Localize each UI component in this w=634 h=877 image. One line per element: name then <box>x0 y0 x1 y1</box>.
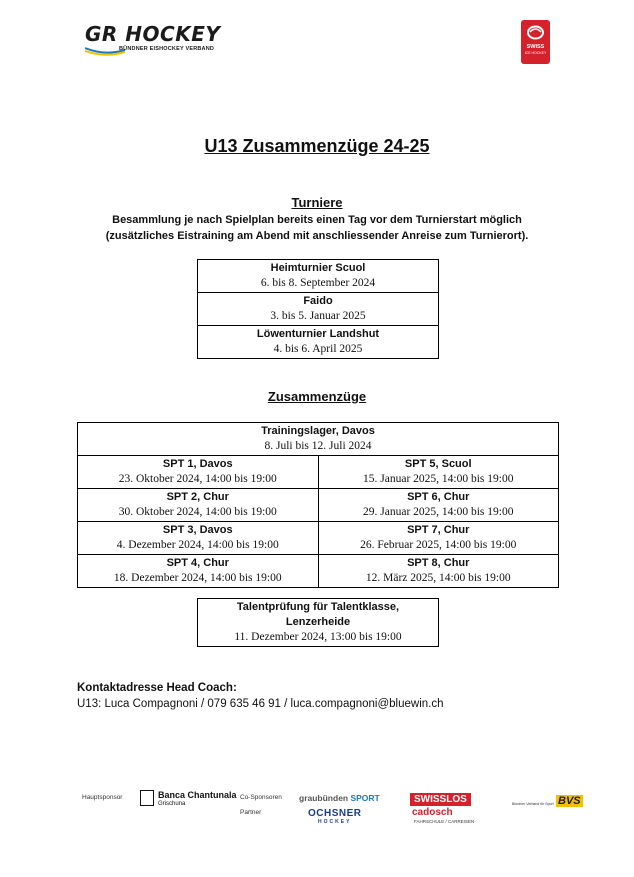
table-cell <box>198 293 439 326</box>
ochsner-hockey-logo <box>308 808 362 825</box>
table-row <box>78 456 559 489</box>
spt-date: 18. Dezember 2024, 14:00 bis 19:00 <box>113 572 282 584</box>
swiss-logo-line1: SWISS <box>526 44 545 50</box>
turniere-table <box>197 259 439 359</box>
bvs-logo <box>512 795 580 813</box>
gr-hockey-logo-text: GR HOCKEY <box>85 22 221 46</box>
table-row <box>78 423 559 456</box>
turniere-info-line1: Besammlung je nach Spielplan bereits einen Tag vor dem Turnierstart möglich <box>112 214 522 226</box>
table-row <box>198 326 439 359</box>
table-row <box>198 599 439 647</box>
camp-name: Trainingslager, Davos <box>261 425 375 437</box>
table-cell <box>318 522 559 555</box>
camp-date: 8. Juli bis 12. Juli 2024 <box>264 440 372 452</box>
swiss-logo-line2: ICE HOCKEY <box>524 51 547 55</box>
spt-date: 15. Januar 2025, 14:00 bis 19:00 <box>363 473 514 485</box>
table-row <box>78 522 559 555</box>
spt-name: SPT 4, Chur <box>166 557 229 569</box>
table-cell <box>198 260 439 293</box>
contact-value[interactable]: U13: Luca Compagnoni / 079 635 46 91 / luca.compagnoni@bluewin.ch <box>77 698 444 710</box>
spt-date: 29. Januar 2025, 14:00 bis 19:00 <box>363 506 514 518</box>
table-cell <box>318 489 559 522</box>
tournament-date: 6. bis 8. September 2024 <box>260 277 376 289</box>
cadosch-logo: cadosch <box>412 807 453 818</box>
table-cell <box>198 599 439 647</box>
tournament-date: 4. bis 6. April 2025 <box>273 343 363 355</box>
spt-name: SPT 2, Chur <box>166 491 229 503</box>
hauptsponsor-name: Banca Chantunala <box>158 790 237 800</box>
page-title: U13 Zusammenzüge 24-25 <box>204 136 430 156</box>
cadosch-sub: FAHRSCHULE / CARREISEN <box>414 819 475 824</box>
talent-date: 11. Dezember 2024, 13:00 bis 19:00 <box>234 631 402 643</box>
table-cell <box>78 423 559 456</box>
graubuenden-text: graubünden <box>299 793 349 803</box>
spt-name: SPT 6, Chur <box>407 491 470 503</box>
table-cell <box>78 555 319 588</box>
turniere-info-line2: (zusätzliches Eistraining am Abend mit anschliessender Anreise zum Turnierort). <box>105 230 529 242</box>
bvs-small-text: Bündner Verband für Sport <box>512 802 554 806</box>
spt-name: SPT 8, Chur <box>407 557 470 569</box>
bank-shield-icon <box>140 790 154 806</box>
table-cell <box>318 456 559 489</box>
spt-name: SPT 7, Chur <box>407 524 470 536</box>
spt-date: 23. Oktober 2024, 14:00 bis 19:00 <box>118 473 277 485</box>
table-cell <box>78 489 319 522</box>
swisslos-logo: SWISSLOS <box>410 793 471 806</box>
spt-date: 30. Oktober 2024, 14:00 bis 19:00 <box>118 506 277 518</box>
cosponsoren-label: Co-Sponsoren <box>240 794 282 801</box>
tournament-name: Faido <box>303 295 333 307</box>
spt-name: SPT 3, Davos <box>162 524 233 536</box>
table-cell <box>318 555 559 588</box>
spt-name: SPT 5, Scuol <box>404 458 472 470</box>
spt-date: 26. Februar 2025, 14:00 bis 19:00 <box>360 539 517 551</box>
contact-label: Kontaktadresse Head Coach: <box>77 682 237 694</box>
swiss-ice-hockey-logo <box>521 20 550 64</box>
talent-name-line2: Lenzerheide <box>285 616 351 628</box>
table-row <box>78 489 559 522</box>
table-row <box>78 555 559 588</box>
turniere-heading: Turniere <box>291 195 343 210</box>
hauptsponsor-label: Hauptsponsor <box>82 794 123 801</box>
tournament-date: 3. bis 5. Januar 2025 <box>270 310 366 322</box>
graubuenden-sport-logo <box>299 793 380 803</box>
spt-date: 12. März 2025, 14:00 bis 19:00 <box>365 572 511 584</box>
table-cell <box>78 522 319 555</box>
ochsner-sub: HOCKEY <box>318 819 352 825</box>
talent-name-line1: Talentprüfung für Talentklasse, <box>236 601 400 613</box>
spt-date: 4. Dezember 2024, 14:00 bis 19:00 <box>116 539 279 551</box>
ochsner-text: OCHSNER <box>308 808 362 819</box>
hauptsponsor-sub: Grischuna <box>158 801 186 807</box>
zusammenzuege-table <box>77 422 559 588</box>
table-row <box>198 260 439 293</box>
gr-hockey-logo-subtitle: BÜNDNER EISHOCKEY VERBAND <box>119 46 215 52</box>
talent-table <box>197 598 439 647</box>
swiss-logo-emblem-icon <box>527 24 544 41</box>
spt-name: SPT 1, Davos <box>162 458 233 470</box>
table-row <box>198 293 439 326</box>
bvs-text: BVS <box>558 795 581 807</box>
tournament-name: Heimturnier Scuol <box>270 262 366 274</box>
partner-label: Partner <box>240 809 262 816</box>
zusammenzuege-heading: Zusammenzüge <box>267 389 367 404</box>
table-cell <box>198 326 439 359</box>
table-cell <box>78 456 319 489</box>
gr-hockey-logo <box>85 22 225 60</box>
tournament-name: Löwenturnier Landshut <box>256 328 380 340</box>
contact-block <box>77 680 444 712</box>
sport-text: SPORT <box>348 793 380 803</box>
